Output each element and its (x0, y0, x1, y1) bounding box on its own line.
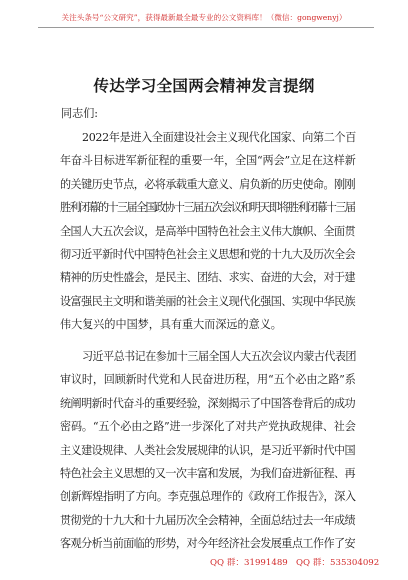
footer-qq-group-1: QQ 群：31991489 (210, 558, 288, 568)
body-paragraph-1 (60, 126, 356, 337)
paragraph-line: 精神的历史性盛会，是民主、团结、求实、奋进的大会，对于建 (60, 271, 356, 285)
paragraph-line: 创新辉煌指明了方向。李克强总理作的《政府工作报告》，深入 (60, 490, 356, 504)
paragraph-line: 统阐明新时代奋斗的重要经验，深刻揭示了中国答卷背后的成功 (60, 396, 356, 410)
paragraph-line: 全国人大五次会议，是高举中国特色社会主义伟大旗帜、全面贯 (60, 224, 356, 238)
paragraph-line: 伟大复兴的中国梦，具有重大而深远的意义。 (60, 318, 282, 332)
paragraph-line: 主义建设规律、人类社会发展规律的认识，是习近平新时代中国 (60, 443, 356, 457)
paragraph-line: 审议时，回顾新时代党和人民奋进历程，用“五个必由之路”系 (60, 373, 356, 387)
document-title: 传达学习全国两会精神发言提纲 (93, 76, 315, 95)
paragraph-line: 年奋斗目标进军新征程的重要一年，全国“两会”立足在这样新 (60, 154, 356, 168)
paragraph-line: 2022年是进入全面建设社会主义现代化国家、向第二个百 (82, 131, 357, 144)
paragraph-line: 贯彻党的十九大和十九届历次全会精神，全面总结过去一年成绩 (60, 513, 356, 527)
body-paragraph-2 (60, 345, 356, 556)
paragraph-line: 彻习近平新时代中国特色社会主义思想和党的十九大及历次全会 (60, 247, 356, 261)
footer-qq-group-2: QQ 群：535304092 (296, 558, 380, 568)
paragraph-line: 客观分析当前面临的形势，对今年经济社会发展重点工作作了安 (60, 537, 356, 551)
paragraph-line: 的关键历史节点，必将承载重大意义、肩负新的历史使命。刚刚 (60, 177, 356, 191)
paragraph-line: 特色社会主义思想的又一次丰富和发展，为我们奋进新征程、再 (60, 466, 356, 480)
paragraph-line: 密码。“五个必由之路”进一步深化了对共产党执政规律、社会 (60, 420, 356, 434)
paragraph-line: 习近平总书记在参加十三届全国人大五次会议内蒙古代表团 (82, 350, 356, 363)
header-divider (38, 27, 374, 28)
page-header-promo: 关注头条号“公文研究”，获得最新最全最专业的公文资料库！（微信：gongwenyj） (61, 13, 347, 22)
paragraph-line: 胜利闭幕的十三届全国政协十三届五次会议和明天即将胜利闭幕十三届 (60, 201, 355, 215)
page-footer (0, 556, 408, 568)
paragraph-line: 设富强民主文明和谐美丽的社会主义现代化强国、实现中华民族 (60, 294, 356, 308)
salutation (60, 102, 356, 125)
salutation-text: 同志们: (61, 107, 99, 120)
